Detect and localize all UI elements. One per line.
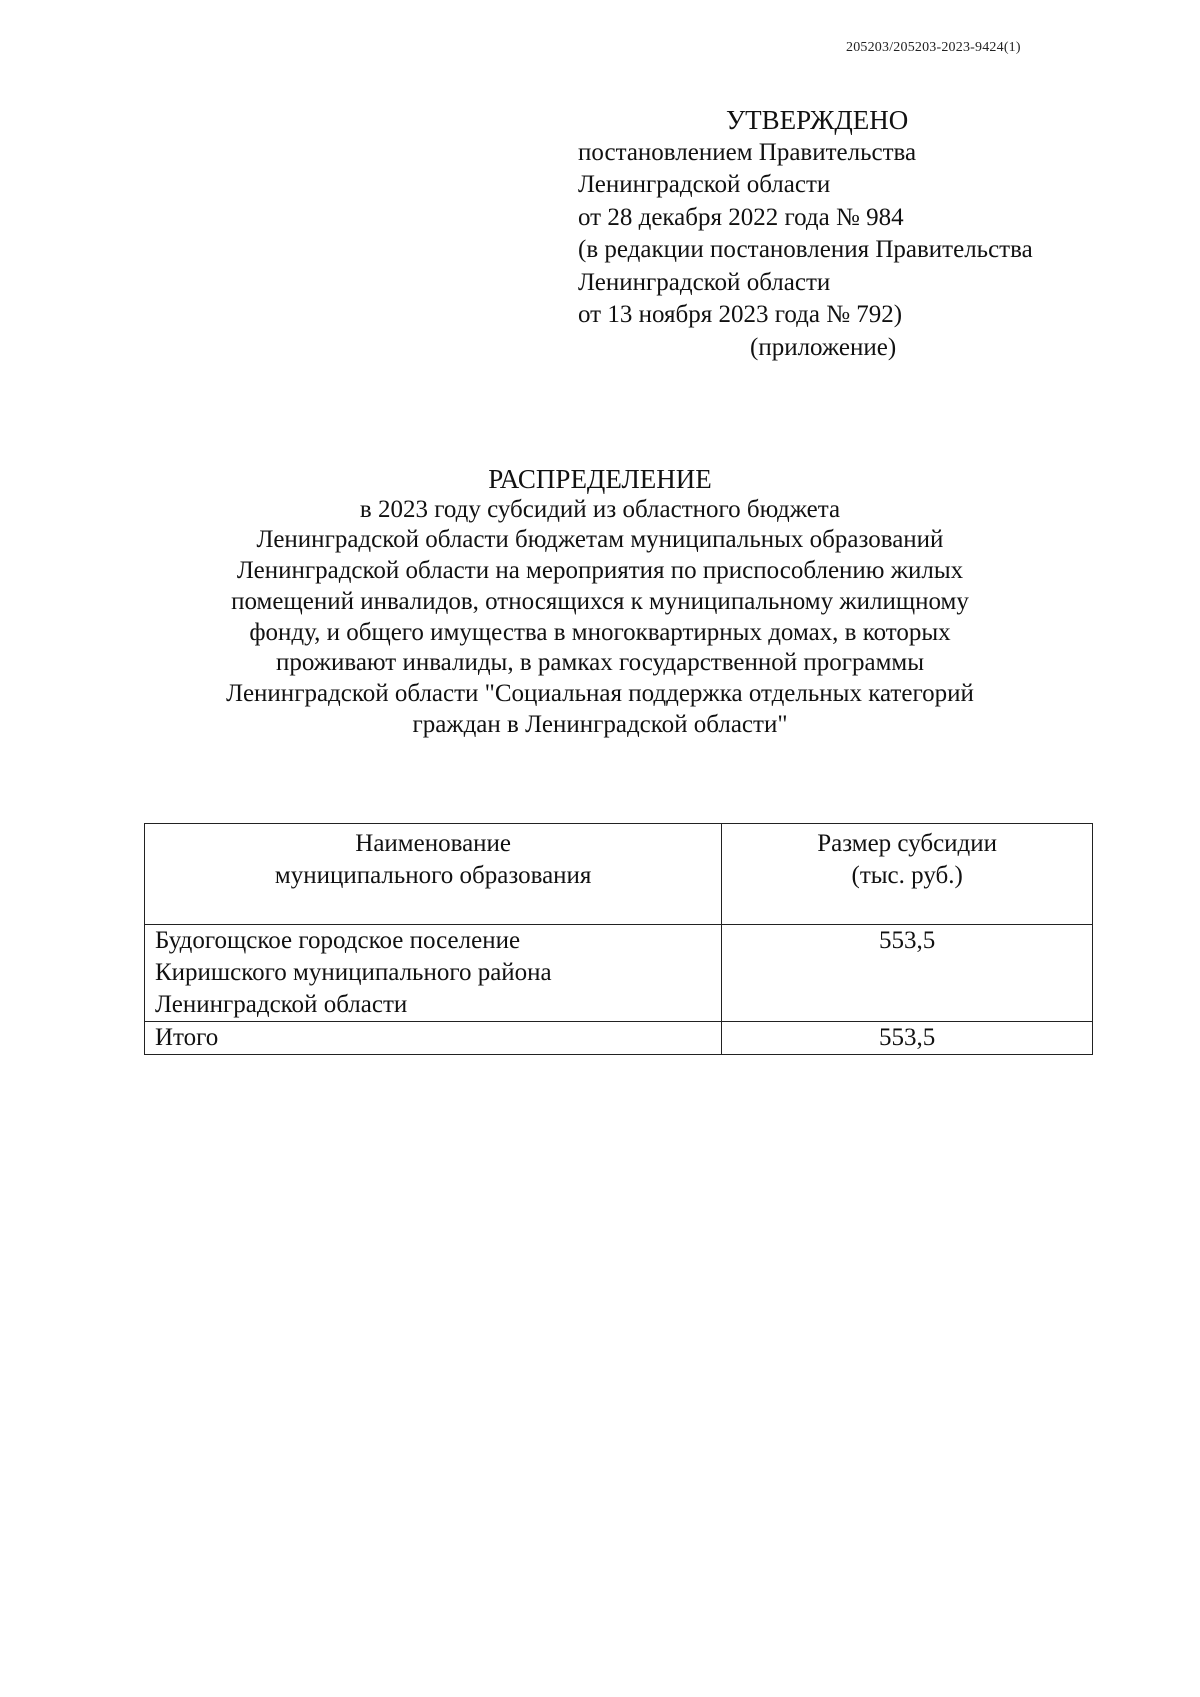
approval-line: Ленинградской области [578,268,831,296]
title-heading: РАСПРЕДЕЛЕНИЕ [488,464,712,494]
header-line: муниципального образования [274,862,592,889]
subsidy-distribution-table [144,823,1093,1055]
table-total-row [145,1022,1093,1055]
header-line: Наименование [355,830,512,857]
table-row [145,925,1093,1022]
approval-line: от 28 декабря 2022 года № 984 [578,203,904,231]
title-line: проживают инвалиды, в рамках государственной программы [275,649,925,677]
approval-line: Ленинградской области [578,171,831,198]
header-line: Размер субсидии [817,830,998,857]
title-line: Ленинградской области бюджетам муниципальных образований [256,526,944,554]
column-header-municipality [145,824,722,925]
table-body [145,925,1093,1055]
municipality-name-cell [145,925,722,1022]
title-line: в 2023 году субсидий из областного бюджета [359,495,841,523]
title-line: граждан в Ленинградской области" [412,710,788,738]
approval-line: постановлением Правительства [578,138,917,166]
header-line: (тыс. руб.) [851,862,963,889]
title-line: фонду, и общего имущества в многоквартирных домах, в которых [249,618,951,646]
appendix-label: (приложение) [750,333,897,361]
column-header-subsidy-amount [722,824,1093,925]
title-line: Ленинградской области на мероприятия по приспособлению жилых [236,557,964,585]
subsidy-amount-cell: 553,5 [722,925,1093,1022]
title-line: Ленинградской области "Социальная поддержка отдельных категорий [226,679,974,707]
total-amount-cell: 553,5 [722,1022,1093,1055]
table-header-row [145,824,1093,925]
municipality-name-line: Будогощское городское поселение [155,927,521,954]
document-reference-number: 205203/205203-2023-9424(1) [846,40,1021,55]
municipality-name-line: Киришского муниципального района [155,959,552,986]
approval-block [578,104,1033,364]
approval-line: от 13 ноября 2023 года № 792) [578,301,903,328]
approval-line: (в редакции постановления Правительства [578,236,1033,263]
total-label-cell: Итого [145,1022,722,1055]
municipality-name-line: Ленинградской области [155,991,408,1018]
approval-heading: УТВЕРЖДЕНО [726,105,909,135]
title-line: помещений инвалидов, относящихся к муниципальному жилищному [231,587,969,615]
document-title [130,464,1070,740]
